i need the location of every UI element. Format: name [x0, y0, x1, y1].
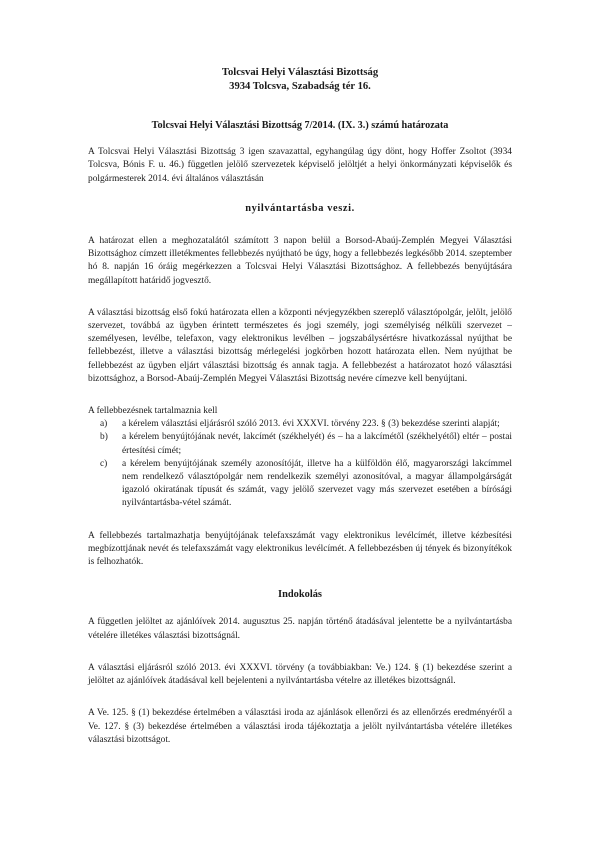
list-marker: c): [100, 458, 108, 469]
committee-address: 3934 Tolcsva, Szabadság tér 16.: [229, 81, 371, 92]
list-item-text: a kérelem benyújtójának nevét, lakcímét (székhelyét) és – ha a lakcímétől (székhelyétől) eltér – postai értesítési címét;: [122, 432, 512, 456]
reasoning-heading: Indokolás: [278, 589, 322, 601]
reasoning-paragraph: A Ve. 125. § (1) bekezdése értelmében a választási iroda az ajánlások ellenőrzi és az ellenőrzés eredményéről a Ve. 127. § (3) bekezdése értelmében a választási iroda tájékoztatja a jelölt nyilvántartásba vételére illetékes választási bizottságot.: [88, 708, 512, 745]
optional-contents-paragraph: A fellebbezés tartalmazhatja benyújtójának telefaxszámát vagy elektronikus levélcímét, illetve kézbesítési megbízottjának nevét és telefaxszámát vagy elektronikus levélcímét. A fellebbezésben új tények és bizonyítékok is felhozhatók.: [88, 530, 512, 568]
who-may-appeal-paragraph: A választási bizottság első fokú határozata ellen a központi névjegyzékben szereplő választópolgár, jelölt, jelölő szervezet, továbbá az ügyben érintett természetes és jogi személy, jogi személyiség nélküli szervezet – személyesen, levélbe, telefaxon, vagy elektronikus levélben – jogszabálysértésre hivatkozással nyújthat be fellebbezést, illetve a választási bizottság mérlegelési jogkörben hozott határozata ellen. Nem nyújthat be fellebbezést az ügyben eljárt választási bizottság és annak tagja. A fellebbezést a határozatot hozó választási bizottsághoz, a Borsod-Abaúj-Zemplén Megyei Választási Bizottság nevére címezve kell benyújtani.: [88, 307, 512, 384]
decision-statement: nyilvántartásba veszi.: [245, 202, 355, 214]
list-marker: a): [100, 419, 108, 430]
requirements-list: [88, 418, 512, 510]
list-item-text: a kérelem választási eljárásról szóló 2013. évi XXXVI. törvény 223. § (3) bekezdése szerinti alapját;: [122, 419, 500, 430]
list-item: [100, 431, 512, 457]
list-item-text: a kérelem benyújtójának személy azonosítóját, illetve ha a külföldön élő, magyarországi lakcímmel nem rendelkező választópolgár nem rendelkezik személyi azonosítóval, a magyar állampolgárságát igazoló okiratának típusát és számát, vagy jelölő szervezet vagy más szervezet esetében a bírósági nyilvántartásba-vétel számát.: [122, 458, 512, 509]
reasoning-paragraph: A független jelöltet az ajánlóívek 2014. augusztus 25. napján történő átadásával jelentette be a nyilvántartásba vételére illetékes választási bizottságnál.: [88, 617, 512, 641]
letterhead: [88, 66, 512, 94]
must-contain-intro: A fellebbezésnek tartalmaznia kell: [88, 406, 218, 417]
committee-name: Tolcsvai Helyi Választási Bizottság: [221, 67, 379, 78]
appeal-paragraph: A határozat ellen a meghozatalától számított 3 napon belül a Borsod-Abaúj-Zemplén Megyei Választási Bizottsághoz címzett illetékmentes fellebbezés nyújtható be úgy, hogy a fellebbezés legkésőbb 2014. szeptember hó 8. napján 16 óráig megérkezzen a Tolcsvai Helyi Választási Bizottsághoz. A fellebbezés benyújtására megállapított határidő jogvesztő.: [88, 236, 512, 286]
list-item: [100, 418, 512, 431]
resolution-title: Tolcsvai Helyi Választási Bizottság 7/2014. (IX. 3.) számú határozata: [151, 120, 449, 131]
intro-paragraph: A Tolcsvai Helyi Választási Bizottság 3 igen szavazattal, egyhangúlag úgy dönt, hogy Hoffer Zsoltot (3934 Tolcsva, Bónis F. u. 46.) független jelölő szervezetek képviselő jelöltjét a helyi önkormányzati képviselők és polgármesterek 2014. évi általános választásán: [88, 147, 512, 184]
reasoning-paragraph: A választási eljárásról szóló 2013. évi XXXVI. törvény (a továbbiakban: Ve.) 124. § (1) bekezdése szerint a jelöltet az ajánlóívek átadásával kell bejelenteni a nyilvántartásba vételre az illetékes bizottságnál.: [88, 662, 512, 687]
list-item: [100, 458, 512, 511]
list-marker: b): [100, 432, 108, 443]
